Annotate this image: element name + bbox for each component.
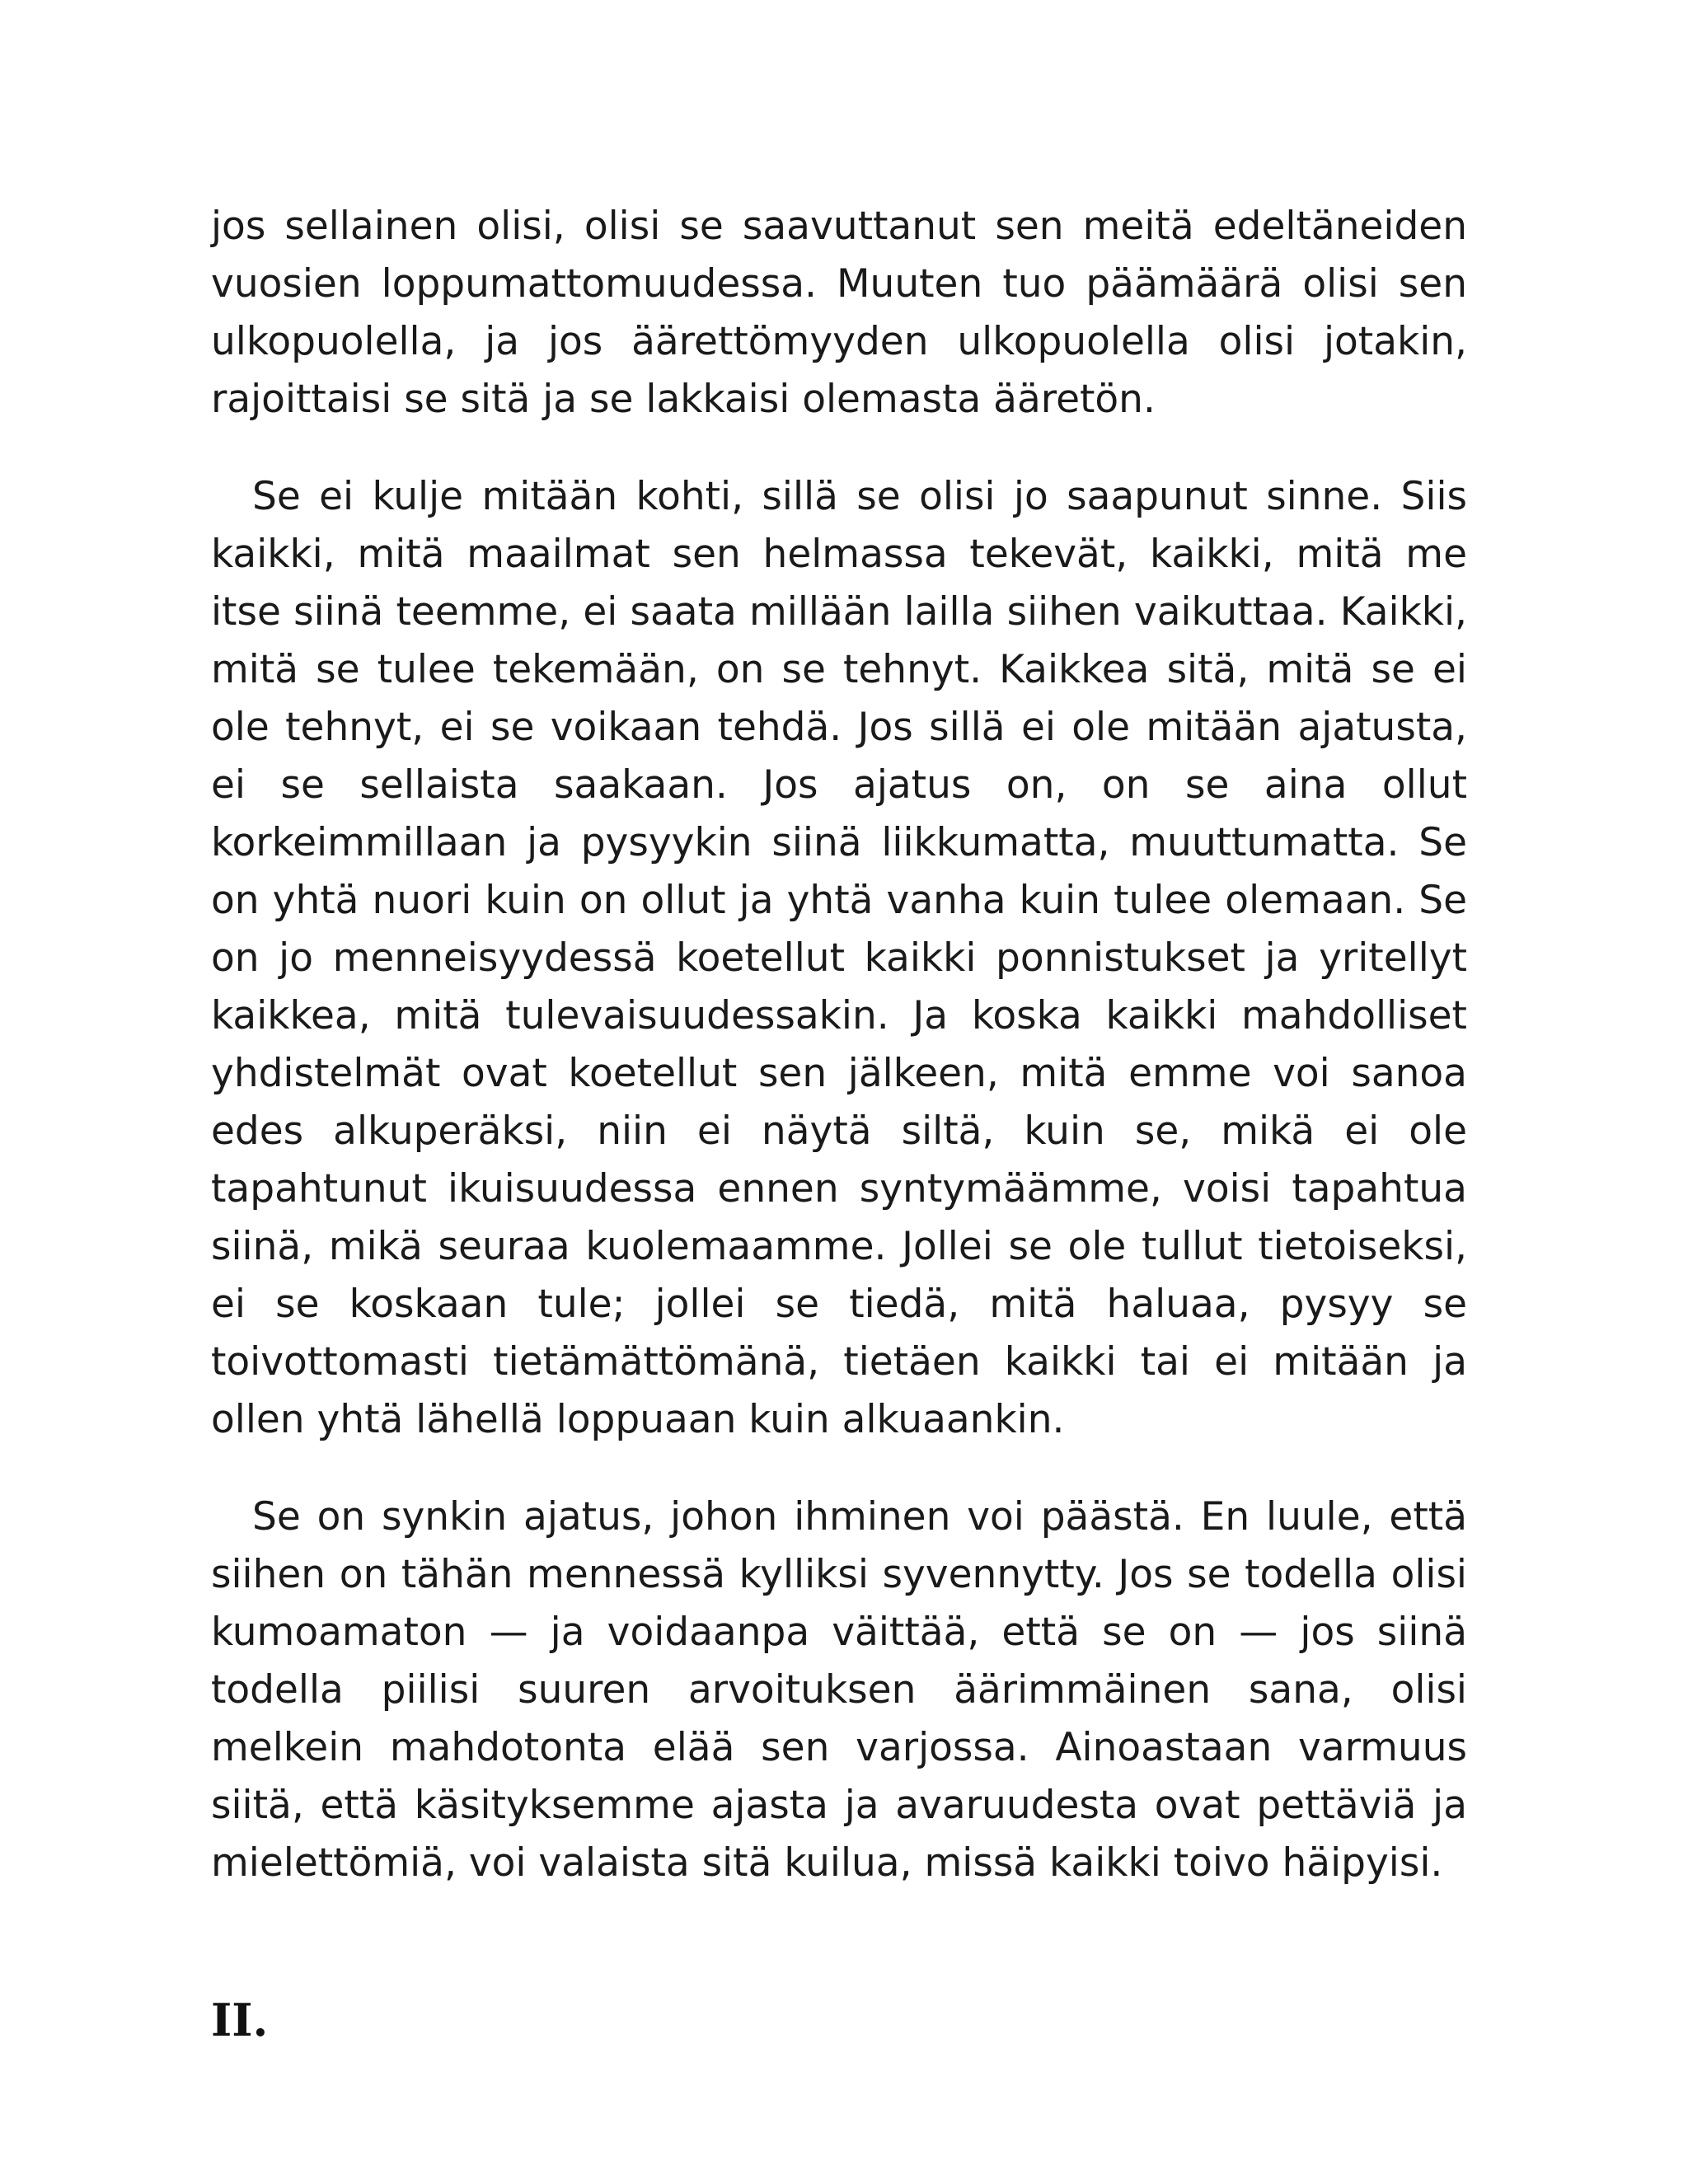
document-page [211,198,1467,2049]
paragraph-2: Se ei kulje mitään kohti, sillä se olisi jo saapunut sinne. Siis kaikki, mitä maailmat sen helmassa tekevät, kaikki, mitä me itse siinä teemme, ei saata millään lailla siihen vaikuttaa. Kaikki, mitä se tulee tekemään, on se tehnyt. Kaikkea sitä, mitä se ei ole tehnyt, ei se voikaan tehdä. Jos sillä ei ole mitään ajatusta, ei se sellaista saakaan. Jos ajatus on, on se aina ollut korkeimmillaan ja pysyykin siinä liikkumatta, muuttumatta. Se on yhtä nuori kuin on ollut ja yhtä vanha kuin tulee olemaan. Se on jo menneisyydessä koetellut kaikki ponnistukset ja yritellyt kaikkea, mitä tulevaisuudessakin. Ja koska kaikki mahdolliset yhdistelmät ovat koetellut sen jälkeen, mitä emme voi sanoa edes alkuperäksi, niin ei näytä siltä, kuin se, mikä ei ole tapahtunut ikuisuudessa ennen syntymäämme, voisi tapahtua siinä, mikä seuraa kuolemaamme. Jollei se ole tullut tietoiseksi, ei se koskaan tule; jollei se tiedä, mitä haluaa, pysyy se toivottomasti tietämättömänä, tietäen kaikki tai ei mitään ja ollen yhtä lähellä loppuaan kuin alkuaankin. [211,474,1467,1442]
paragraph-3: Se on synkin ajatus, johon ihminen voi päästä. En luule, että siihen on tähän mennessä kylliksi syvennytty. Jos se todella olisi kumoamaton — ja voidaanpa väittää, että se on — jos siinä todella piilisi suuren arvoituksen äärimmäinen sana, olisi melkein mahdotonta elää sen varjossa. Ainoastaan varmuus siitä, että käsityksemme ajasta ja avaruudesta ovat pettäviä ja mielettömiä, voi valaista sitä kuilua, missä kaikki toivo häipyisi. [211,1494,1467,1886]
chapter-heading: II. [211,1994,269,2046]
paragraph-1: jos sellainen olisi, olisi se saavuttanut sen meitä edeltäneiden vuosien loppumattomuudessa. Muuten tuo päämäärä olisi sen ulkopuolella, ja jos äärettömyyden ulkopuolella olisi jotakin, rajoittaisi se sitä ja se lakkaisi olemasta ääretön. [211,204,1467,422]
